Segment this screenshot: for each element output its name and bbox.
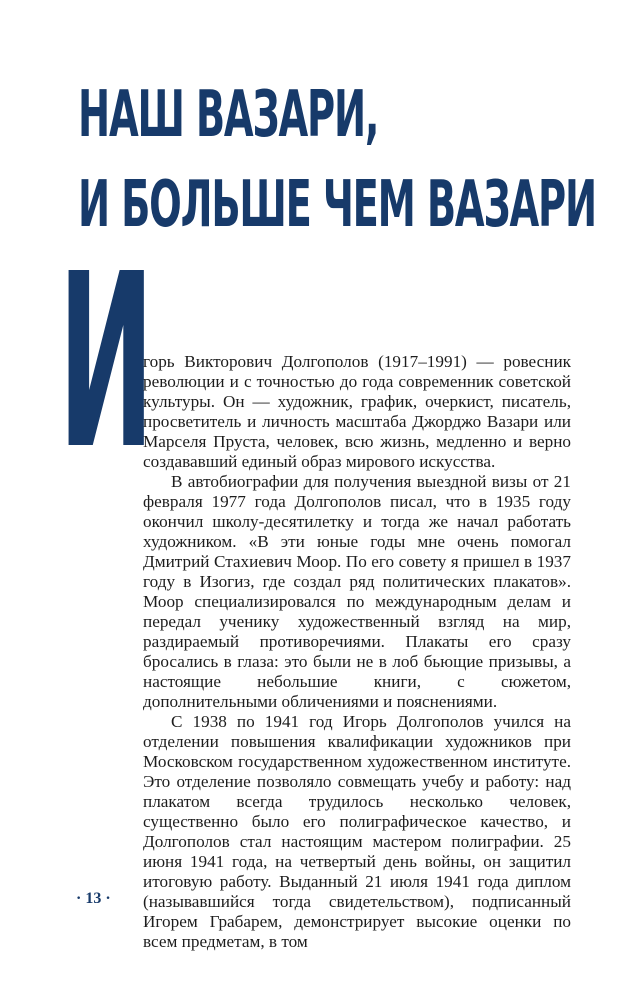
chapter-title-line-2: И БОЛЬШЕ ЧЕМ ВАЗАРИ — [78, 168, 596, 242]
paragraph-2: В автобиографии для получения выездной визы от 21 февраля 1977 года Долгополов писал, что в 1935 году окончил школу-десятилетку и тогда же начал работать художником. «В эти юные годы мне очень помогал Дмитрий Стахиевич Моор. По его совету я пришел в 1937 году в Изогиз, где создал ряд политических плакатов». Моор специализировался по международным делам и передал ученику художественный взгляд на мир, раздираемый противоречиями. Плакаты его сразу бросались в глаза: это были не в лоб бьющие призывы, а настоящие небольшие книги, с сюжетом, дополнительными обличениями и пояснениями. — [143, 472, 571, 711]
body-text — [143, 352, 571, 952]
paragraph-1: горь Викторович Долгополов (1917–1991) — ровесник революции и с точностью до года современник советской культуры. Он — художник, график, очеркист, писатель, просветитель и личность масштаба Джорджо Вазари или Марселя Пруста, человек, всю жизнь, медленно и верно создававший единый образ мирового искусства. — [143, 352, 571, 471]
paragraph-3: С 1938 по 1941 год Игорь Долгополов учился на отделении повышения квалификации художников при Московском государственном художественном институте. Это отделение позволяло совмещать учебу и работу: над плакатом всегда трудилось несколько человек, существенно было его полиграфическое качество, и Долгополов стал настоящим мастером полиграфии. 25 июня 1941 года, на четвертый день войны, он защитил итоговую работу. Выданный 21 июля 1941 года диплом (называвшийся тогда свидетельством), подписанный Игорем Грабарем, демонстрирует высокие оценки по всем предметам, в том — [143, 712, 571, 951]
chapter-title — [78, 70, 596, 250]
drop-cap: И — [58, 222, 155, 502]
chapter-title-line-1: НАШ ВАЗАРИ, — [78, 78, 379, 152]
page-number: · 13 · — [76, 890, 111, 907]
